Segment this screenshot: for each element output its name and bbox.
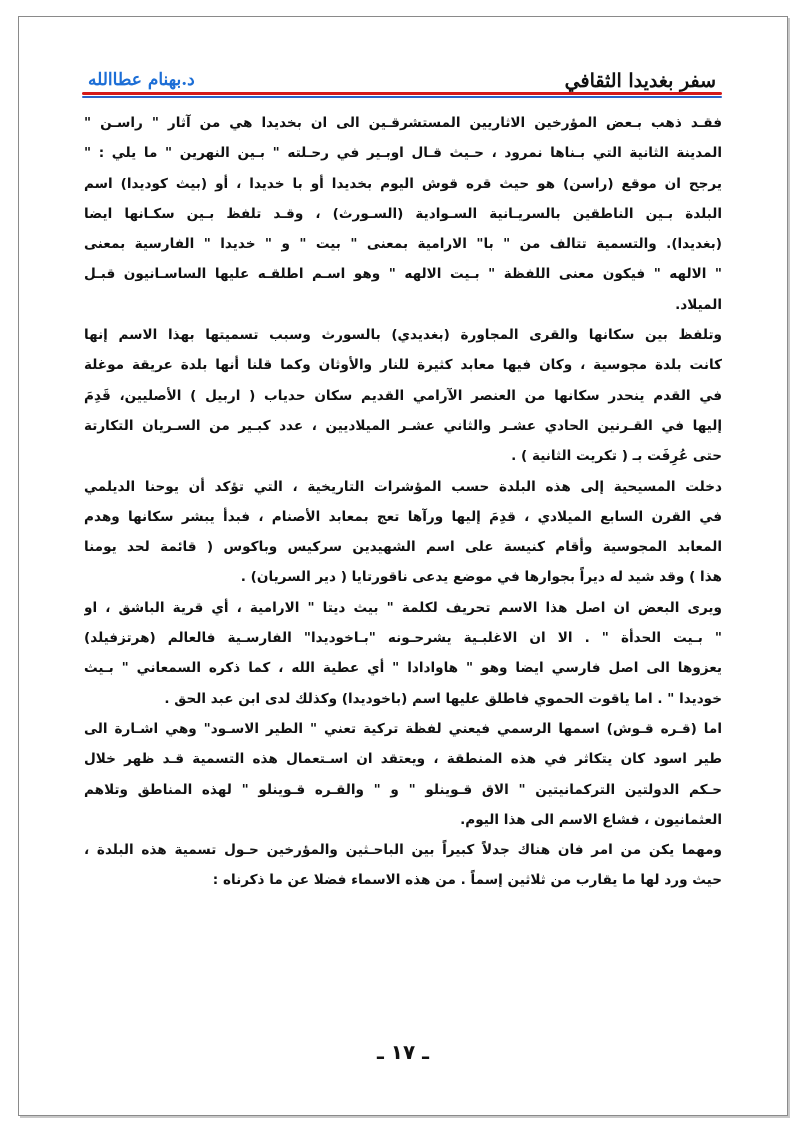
text-line: " بـيت الحدأة " . الا ان الاغلبـية يشرحـونه "بـاخوديدا" الفارسـية فالعالم (هرتزفيلد) bbox=[84, 630, 722, 647]
text-line: ومهما يكن من امر فان هناك جدلاً كبيراً بين الباحـثين والمؤرخين حـول تسمية هذه البلدة ، bbox=[84, 842, 722, 859]
body-text bbox=[84, 108, 722, 1030]
text-line: يعزوها الى اصل فارسي ايضا وهو " هاوادادا " أي عطية الله ، كما ذكره السمعاني " بـيث bbox=[84, 660, 722, 677]
text-line: إليها في القـرنين الحادي عشـر والثاني عشـر الميلاديين ، عدد كبـير من السـريان التكارتة bbox=[84, 417, 722, 434]
text-line: ويرى البعض ان اصل هذا الاسم تحريف لكلمة " بيث ديتا " الارامية ، أي قرية الباشق ، او bbox=[84, 599, 722, 616]
text-line: خوديدا " . اما ياقوت الحموي فاطلق عليها اسم (باخوديدا) وكذلك لدى ابن عبد الحق . bbox=[164, 690, 722, 707]
text-line: المعابد المجوسية وأقام كنيسة على اسم الشهيدين سركيس وباكوس ( قائمة لحد يومنا bbox=[84, 539, 722, 556]
text-line: وتلفظ بين سكانها والقرى المجاورة (بغديدي) بالسورث وسبب تسميتها بهذا الاسم إنها bbox=[84, 327, 722, 344]
text-line: كانت بلدة مجوسية ، وكان فيها معابد كثيرة للنار والأوثان وكما قلنا أنها بلدة عريقة موغلة bbox=[84, 357, 722, 374]
text-line: اما (قـره قـوش) اسمها الرسمي فيعني لفظة تركية تعني " الطير الاسـود" وهي اشـارة الى bbox=[84, 720, 722, 737]
text-line: في القدم ينحدر سكانها من العنصر الآرامي القديم سكان حدياب ( اربيل ) الأصليين، قَدِمَ bbox=[84, 387, 722, 404]
page-number: ـ ١٧ ـ bbox=[376, 1040, 430, 1064]
text-line: حتى عُرِفَت بـ ( تكريت الثانية ) . bbox=[511, 448, 722, 465]
text-line: الميلاد. bbox=[675, 296, 722, 313]
text-line: دخلت المسيحية إلى هذه البلدة حسب المؤشرات التاريخية ، التي تؤكد أن يوحنا الديلمي bbox=[84, 478, 722, 495]
text-line: هذا ) وقد شيد له ديراً بجوارها في موضع يدعى ناقورتايا ( دير السريان) . bbox=[240, 569, 722, 586]
text-line: فقـد ذهب بـعض المؤرخين الاثاريين المستشرقـين الى ان بخديدا هي من آثار " راسـن " bbox=[84, 115, 722, 131]
book-title: سفر بغديدا الثقافي bbox=[559, 70, 722, 92]
header-rule-blue bbox=[82, 96, 722, 98]
text-line: " الالهه " فيكون معنى اللفظة " بـيت الالهه " وهو اسـم اطلقـه عليها الساسـانيون قبـل bbox=[84, 266, 722, 283]
text-line: المدينة الثانية التي بـناها نمرود ، حـيث قـال اوبـير في رحـلته " بـين النهرين " ما يلي : " bbox=[84, 145, 722, 162]
text-line: البلدة بـين الناطقين بالسريـانية السـوادية (السـورث) ، وقـد تلفظ بـين سكـانها ايضا bbox=[84, 205, 722, 222]
text-line: العثمانيون ، فشاع الاسم الى هذا اليوم. bbox=[460, 811, 722, 828]
text-line: حيث ورد لها ما يقارب من ثلاثين إسماً . من هذه الاسماء فضلا عن ما ذكرناه : bbox=[212, 872, 722, 889]
text-line: يرجح ان موقع (راسن) هو حيث قره قوش اليوم بخديدا أو با خديدا ، أو (بيث كوديدا) اسم bbox=[84, 175, 722, 192]
running-header bbox=[82, 70, 722, 100]
text-line: في القرن السابع الميلادي ، قدِمَ إليها ورآها تعج بمعابد الأصنام ، فبدأ يبشر سكانها وهدم bbox=[84, 508, 722, 525]
author-name: د.بهنام عطاالله bbox=[82, 70, 201, 90]
header-rule-red bbox=[82, 92, 722, 95]
text-line: طير اسود كان يتكاثر في هذه المنطقة ، ويعتقد ان اسـتعمال هذه التسمية قـد ظهر خلال bbox=[84, 751, 722, 768]
text-line: حـكم الدولتين التركمانيتين " الاق قـوينلو " و " والقـره قـوينلو " لهذه المناطق وتلاهم bbox=[84, 781, 722, 798]
text-line: (بغديدا). والتسمية تتالف من " با" الارامية بمعنى " بيت " و " خديدا " الفارسية بمعنى bbox=[84, 236, 722, 253]
